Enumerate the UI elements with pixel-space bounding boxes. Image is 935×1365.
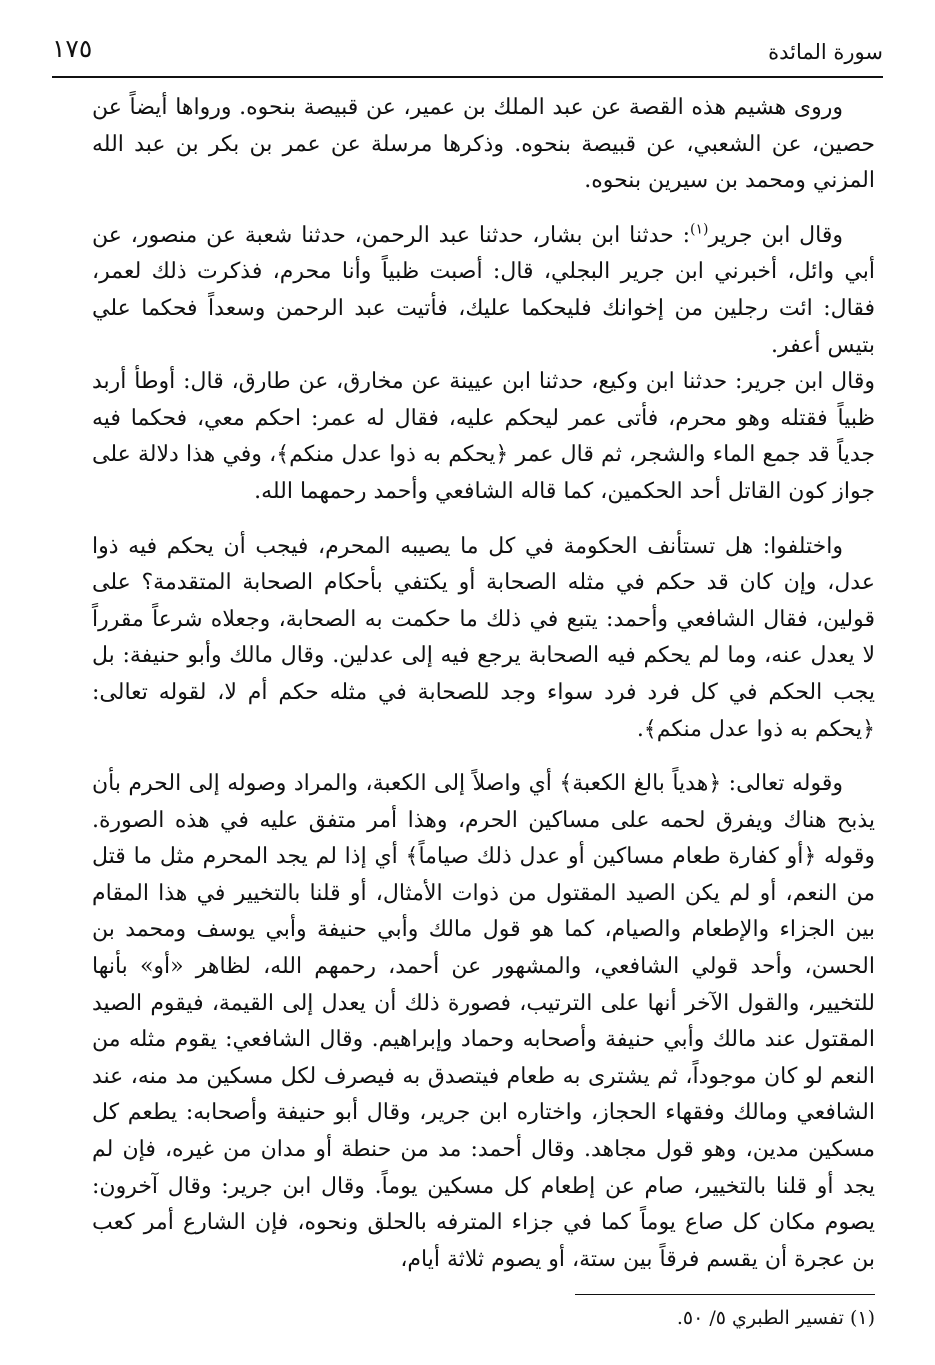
paragraph-lead-text: وقال ابن جرير — [708, 222, 843, 248]
paragraph-body-text: : حدثنا ابن بشار، حدثنا عبد الرحمن، حدثنا شعبة عن منصور، عن أبي وائل، أخبرني ابن جرير البجلي، قال: أصبت ظبياً وأنا محرم، فذكرت ذلك لعمر، فقال: ائت رجلين من إخوانك فليحكما عليك، فأتيت عبد الرحمن وسعداً فحكما علي بتيس أعفر. — [92, 222, 875, 358]
paragraph-ibn-jarir-first — [92, 218, 875, 364]
footnote-divider — [575, 1294, 875, 1295]
header-divider — [52, 76, 883, 78]
paragraph-ibn-jarir-second: وقال ابن جرير: حدثنا ابن وكيع، حدثنا ابن عيينة عن مخارق، عن طارق، قال: أوطأ أربد ظبياً فقتله وهو محرم، فأتى عمر ليحكم عليه، فقال له عمر: احكم معي، فحكما فيه جدياً قد جمع الماء والشجر، ثم قال عمر ﴿يحكم به ذوا عدل منكم﴾، وفي هذا دلالة على جواز كون القاتل أحد الحكمين، كما قاله الشافعي وأحمد رحمهما الله. — [92, 369, 875, 504]
footnote: (١) تفسير الطبري ٥/ ٥٠. — [676, 1307, 875, 1329]
page-number: ١٧٥ — [52, 34, 93, 63]
footnote-reference: (١) — [690, 221, 709, 238]
main-text — [92, 90, 875, 1278]
paragraph-hadyan-baligh-alkaba: وقوله تعالى: ﴿هدياً بالغ الكعبة﴾ أي واصلاً إلى الكعبة، والمراد وصوله إلى الحرم بأن يذبح هناك ويفرق لحمه على مساكين الحرم، وهذا أمر متفق عليه في هذه الصورة. وقوله ﴿أو كفارة طعام مساكين أو عدل ذلك صياماً﴾ أي إذا لم يجد المحرم مثل ما قتل من النعم، أو لم يكن الصيد المقتول من ذوات الأمثال، أو قلنا بالتخيير في هذا المقام بين الجزاء والإطعام والصيام، كما هو قول مالك وأبي حنيفة وأبي يوسف ومحمد بن الحسن، وأحد قولي الشافعي، والمشهور عن أحمد، رحمهم الله، لظاهر «أو» بأنها للتخيير، والقول الآخر أنها على الترتيب، فصورة ذلك أن يعدل إلى القيمة، فيقوم الصيد المقتول عند مالك وأبي حنيفة وأصحابه وحماد وإبراهيم. وقال الشافعي: يقوم مثله من النعم لو كان موجوداً، ثم يشترى به طعام فيتصدق به فيصرف لكل مسكين مد منه، عند الشافعي ومالك وفقهاء الحجاز، واختاره ابن جرير، وقال أبو حنيفة وأصحابه: يطعم كل مسكين مدين، وهو قول مجاهد. وقال أحمد: مد من حنطة أو مدان من غيره، فإن لم يجد أو قلنا بالتخيير، صام عن إطعام كل مسكين يوماً. وقال ابن جرير: وقال آخرون: يصوم مكان كل صاع يوماً كما في جزاء المترفه بالحلق ونحوه، فإن الشارع أمر كعب بن عجرة أن يقسم فرقاً بين ستة، أو يصوم ثلاثة أيام، — [92, 771, 876, 1272]
surah-title: سورة المائدة — [768, 40, 883, 64]
paragraph-disagreement: واختلفوا: هل تستأنف الحكومة في كل ما يصيبه المحرم، فيجب أن يحكم فيه ذوا عدل، وإن كان قد حكم في مثله الصحابة أو يكتفي بأحكام الصحابة المتقدمة؟ على قولين، فقال الشافعي وأحمد: يتبع في ذلك ما حكمت به الصحابة، وجعلاه شرعاً مقرراً لا يعدل عنه، وما لم يحكم فيه الصحابة يرجع فيه إلى عدلين. وقال مالك وأبو حنيفة: بل يجب الحكم في كل فرد فرد سواء وجد للصحابة في مثله حكم أم لا، لقوله تعالى: ﴿يحكم به ذوا عدل منكم﴾. — [92, 533, 875, 742]
paragraph-hushaym-narration: وروى هشيم هذه القصة عن عبد الملك بن عمير، عن قبيصة بنحوه. ورواها أيضاً عن حصين، عن الشعبي، عن قبيصة بنحوه. وذكرها مرسلة عن عمر بن بكر بن عبد الله المزني ومحمد بن سيرين بنحوه. — [92, 95, 875, 194]
page-header — [52, 30, 883, 70]
